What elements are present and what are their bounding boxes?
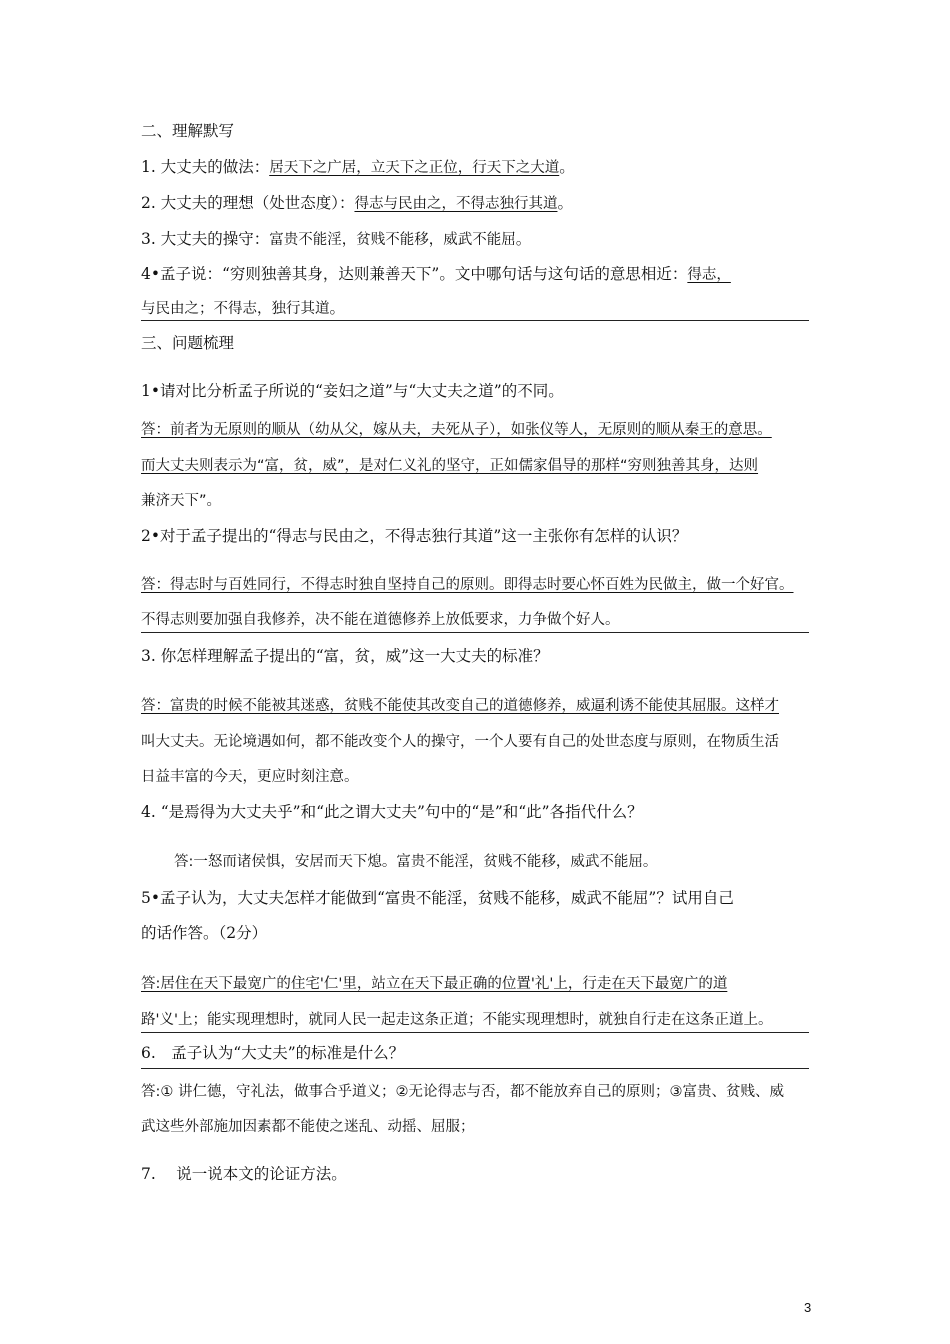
question-5-line-1: 5•孟子认为，大丈夫怎样才能做到“富贵不能淫，贫贱不能移，威武不能屈”？试用自己 (141, 889, 734, 907)
dictation-end-4: 。 (329, 299, 346, 317)
question-2: 2•对于孟子提出的“得志与民由之，不得志独行其道”这一主张你有怎样的认识？ (141, 527, 688, 545)
answer-3-line-1: 答：富贵的时候不能被其迷惑，贫贱不能使其改变自己的道德修养，威逼利诱不能使其屈服。这样才 (141, 698, 779, 714)
answer-1-line-3: 兼济天下”。 (141, 493, 222, 509)
dictation-item-4-continued (141, 298, 345, 319)
question-5-line-2: 的话作答。（2分） (141, 924, 268, 942)
question-1: 1•请对比分析孟子所说的“妾妇之道”与“大丈夫之道”的不同。 (141, 382, 564, 400)
dictation-answer-3: 富贵不能淫，贫贱不能移，威武不能屈 (269, 232, 516, 248)
dictation-answer-1: 居天下之广居，立天下之正位，行天下之大道 (269, 160, 560, 176)
dictation-end-1: 。 (559, 158, 575, 176)
dictation-question-1: 1. 大丈夫的做法： (141, 158, 270, 176)
answer-5-line-2: 路'义'上；能实现理想时，就同人民一起走这条正道；不能实现理想时，就独自行走在这条正道上。 (141, 1012, 773, 1028)
answer-6-line-1: 答:① 讲仁德，守礼法，做事合乎道义；②无论得志与否，都不能放弃自己的原则；③富贵、贫贱、威 (141, 1084, 784, 1100)
answer-1-line-2: 而大丈夫则表示为“富，贫，威”，是对仁义礼的坚守，正如儒家倡导的那样“穷则独善其身，达则 (141, 458, 759, 474)
answer-rule (141, 320, 809, 321)
answer-rule (141, 1068, 809, 1069)
answer-rule (141, 1032, 809, 1033)
answer-2-line-2: 不得志则要加强自我修养，决不能在道德修养上放低要求，力争做个好人。 (141, 612, 620, 628)
dictation-item-3 (141, 229, 531, 250)
answer-5-line-1: 答:居住在天下最宽广的住宅'仁'里，站立在天下最正确的位置'礼'上，行走在天下最宽广的道 (141, 976, 728, 992)
question-4: 4. “是焉得为大丈夫乎”和“此之谓大丈夫”句中的“是”和“此”各指代什么？ (141, 803, 643, 821)
section-heading-question-review: 三、问题梳理 (141, 334, 235, 352)
answer-2-line-1: 答：得志时与百姓同行，不得志时独自坚持自己的原则。即得志时要心怀百姓为民做主，做一个好官。 (141, 577, 794, 593)
answer-3-line-3: 日益丰富的今天，更应时刻注意。 (141, 769, 359, 785)
dictation-end-3: 。 (515, 230, 532, 248)
dictation-question-3: 3. 大丈夫的操守： (141, 230, 270, 248)
dictation-end-2: 。 (557, 194, 573, 212)
dictation-item-4 (141, 264, 731, 285)
dictation-question-2: 2. 大丈夫的理想（处世态度）： (141, 194, 355, 212)
answer-rule (141, 632, 809, 633)
answer-1-line-1: 答：前者为无原则的顺从（幼从父，嫁从夫，夫死从子），如张仪等人，无原则的顺从秦王的意思。 (141, 422, 772, 438)
question-3: 3. 你怎样理解孟子提出的“富，贫，威”这一大丈夫的标准？ (141, 647, 549, 665)
dictation-answer-2: 得志与民由之，不得志独行其道 (354, 196, 558, 212)
answer-4: 答:一怒而诸侯惧，安居而天下熄。富贵不能淫，贫贱不能移，威武不能屈。 (174, 854, 658, 870)
dictation-item-2 (141, 193, 573, 214)
answer-3-line-2: 叫大丈夫。无论境遇如何，都不能改变个人的操守，一个人要有自己的处世态度与原则，在物质生活 (141, 734, 779, 750)
dictation-answer-4-part1: 得志， (687, 267, 731, 283)
dictation-question-4: 4•孟子说：“穷则独善其身，达则兼善天下”。文中哪句话与这句话的意思相近： (141, 265, 688, 283)
dictation-answer-4-part2: 与民由之；不得志，独行其道 (141, 301, 330, 317)
section-heading-understanding-dictation: 二、理解默写 (141, 122, 235, 140)
question-6: 6. 孟子认为“大丈夫”的标准是什么？ (141, 1044, 405, 1062)
question-7: 7. 说一说本文的论证方法。 (141, 1165, 347, 1183)
answer-6-line-2: 武这些外部施加因素都不能使之迷乱、动摇、屈服； (141, 1119, 475, 1135)
dictation-item-1 (141, 157, 575, 178)
page-number: 3 (804, 1300, 812, 1315)
